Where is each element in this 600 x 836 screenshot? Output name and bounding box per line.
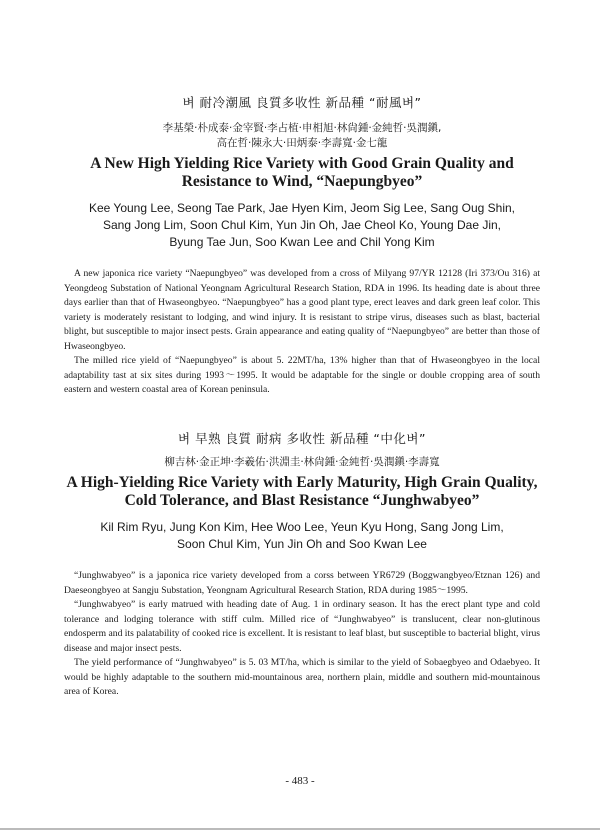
article-naepungbyeo — [64, 93, 540, 398]
english-title-line-2: Resistance to Wind, “Naepungbyeo” — [181, 173, 423, 190]
abstract-paragraph: The yield performance of “Junghwabyeo” is 5. 03 MT/ha, which is similar to the yield of Sobaegbyeo and Odaebyeo. It would be highly adaptable to the southern mid-mountainous area, northern plain, middle and southern mid-mountainous area of Korea. — [64, 657, 540, 697]
english-authors-line-1: Kee Young Lee, Seong Tae Park, Jae Hyen Kim, Jeom Sig Lee, Sang Oug Shin, — [88, 201, 516, 215]
korean-title: 벼 早熟 良質 耐病 多收性 新品種 “中化벼” — [178, 431, 426, 446]
korean-authors-line-1: 李基榮·朴成泰·金宰賢·李占植·申相旭·林尙鍾·金純哲·吳潤鎭, — [162, 122, 442, 134]
english-authors-line-2: Soon Chul Kim, Yun Jin Oh and Soo Kwan Lee — [177, 537, 427, 551]
english-authors-line-2: Sang Jong Lim, Soon Chul Kim, Yun Jin Oh, Jae Cheol Ko, Young Dae Jin, — [102, 218, 502, 232]
english-title-line-1: A New High Yielding Rice Variety with Good Grain Quality and — [90, 155, 514, 172]
article-junghwabyeo — [64, 429, 540, 700]
abstract-paragraph: The milled rice yield of “Naepungbyeo” is about 5. 22MT/ha, 13% higher than that of Hwaseongbyeo in the local adaptability tast at six sites during 1993～1995. It would be adaptable for the single or double cropping area of south eastern and western coastal area of Korean peninsula. — [64, 355, 540, 395]
scan-edge-rule — [0, 828, 600, 830]
abstract-paragraph: “Junghwabyeo” is early matrued with heading date of Aug. 1 in ordinary season. It has the erect plant type and cold tolerance and lodging tolerance with stiff culm. Milled rice of “Junghwabyeo” is translucent, clear non-glutinous endosperm and its palatability of cooked rice is excellent. It is resistant to leaf blast, but susceptible to bacterial blight, virus disease and major insect pests. — [64, 599, 540, 654]
korean-title: 벼 耐冷潮風 良質多收性 新品種 “耐風벼” — [182, 95, 422, 110]
abstract — [64, 569, 540, 700]
korean-authors-line-1: 柳吉林·金正坤·李羲佑·洪淵圭·林尙鍾·金純哲·吳潤鎭·李壽寬 — [164, 456, 440, 468]
page-number: - 483 - — [285, 775, 315, 787]
english-authors-line-3: Byung Tae Jun, Soo Kwan Lee and Chil Yong Kim — [169, 235, 435, 249]
english-authors-line-1: Kil Rim Ryu, Jung Kon Kim, Hee Woo Lee, Yeun Kyu Hong, Sang Jong Lim, — [100, 520, 504, 534]
abstract — [64, 267, 540, 398]
abstract-paragraph: “Junghwabyeo” is a japonica rice variety developed from a corss between YR6729 (Boggwangbyeo/Etznan 126) and Daeseongbyeo at Sangju Substation, Yeongnam Agricultural Research Station, RDA during 1985～1995. — [64, 570, 540, 596]
english-title-line-1: A High-Yielding Rice Variety with Early Maturity, High Grain Quality, — [66, 474, 538, 491]
abstract-paragraph: A new japonica rice variety “Naepungbyeo” was developed from a cross of Milyang 97/YR 12128 (Iri 373/Ou 316) at Yeongdeog Substation of National Yeongnam Agricultural Research Station, RDA in 1996. Its heading date is about three days earlier than that of Hwaseongbyeo. “Naepungbyeo” has a good plant type, erect leaves and dark green leaf color. This variety is moderately resistant to lodging, and wind injury. It is resistant to stripe virus, diseases such as blast, bacterial blight, but susceptible to major insect pests. Grain appearance and eating quality of “Naepungbyeo” are better than those of Hwaseongbyeo. — [64, 268, 540, 352]
korean-authors-line-2: 高在哲·陳永大·田炳泰·李壽寬·金七龍 — [216, 137, 388, 149]
english-title-line-2: Cold Tolerance, and Blast Resistance “Junghwabyeo” — [124, 492, 480, 509]
